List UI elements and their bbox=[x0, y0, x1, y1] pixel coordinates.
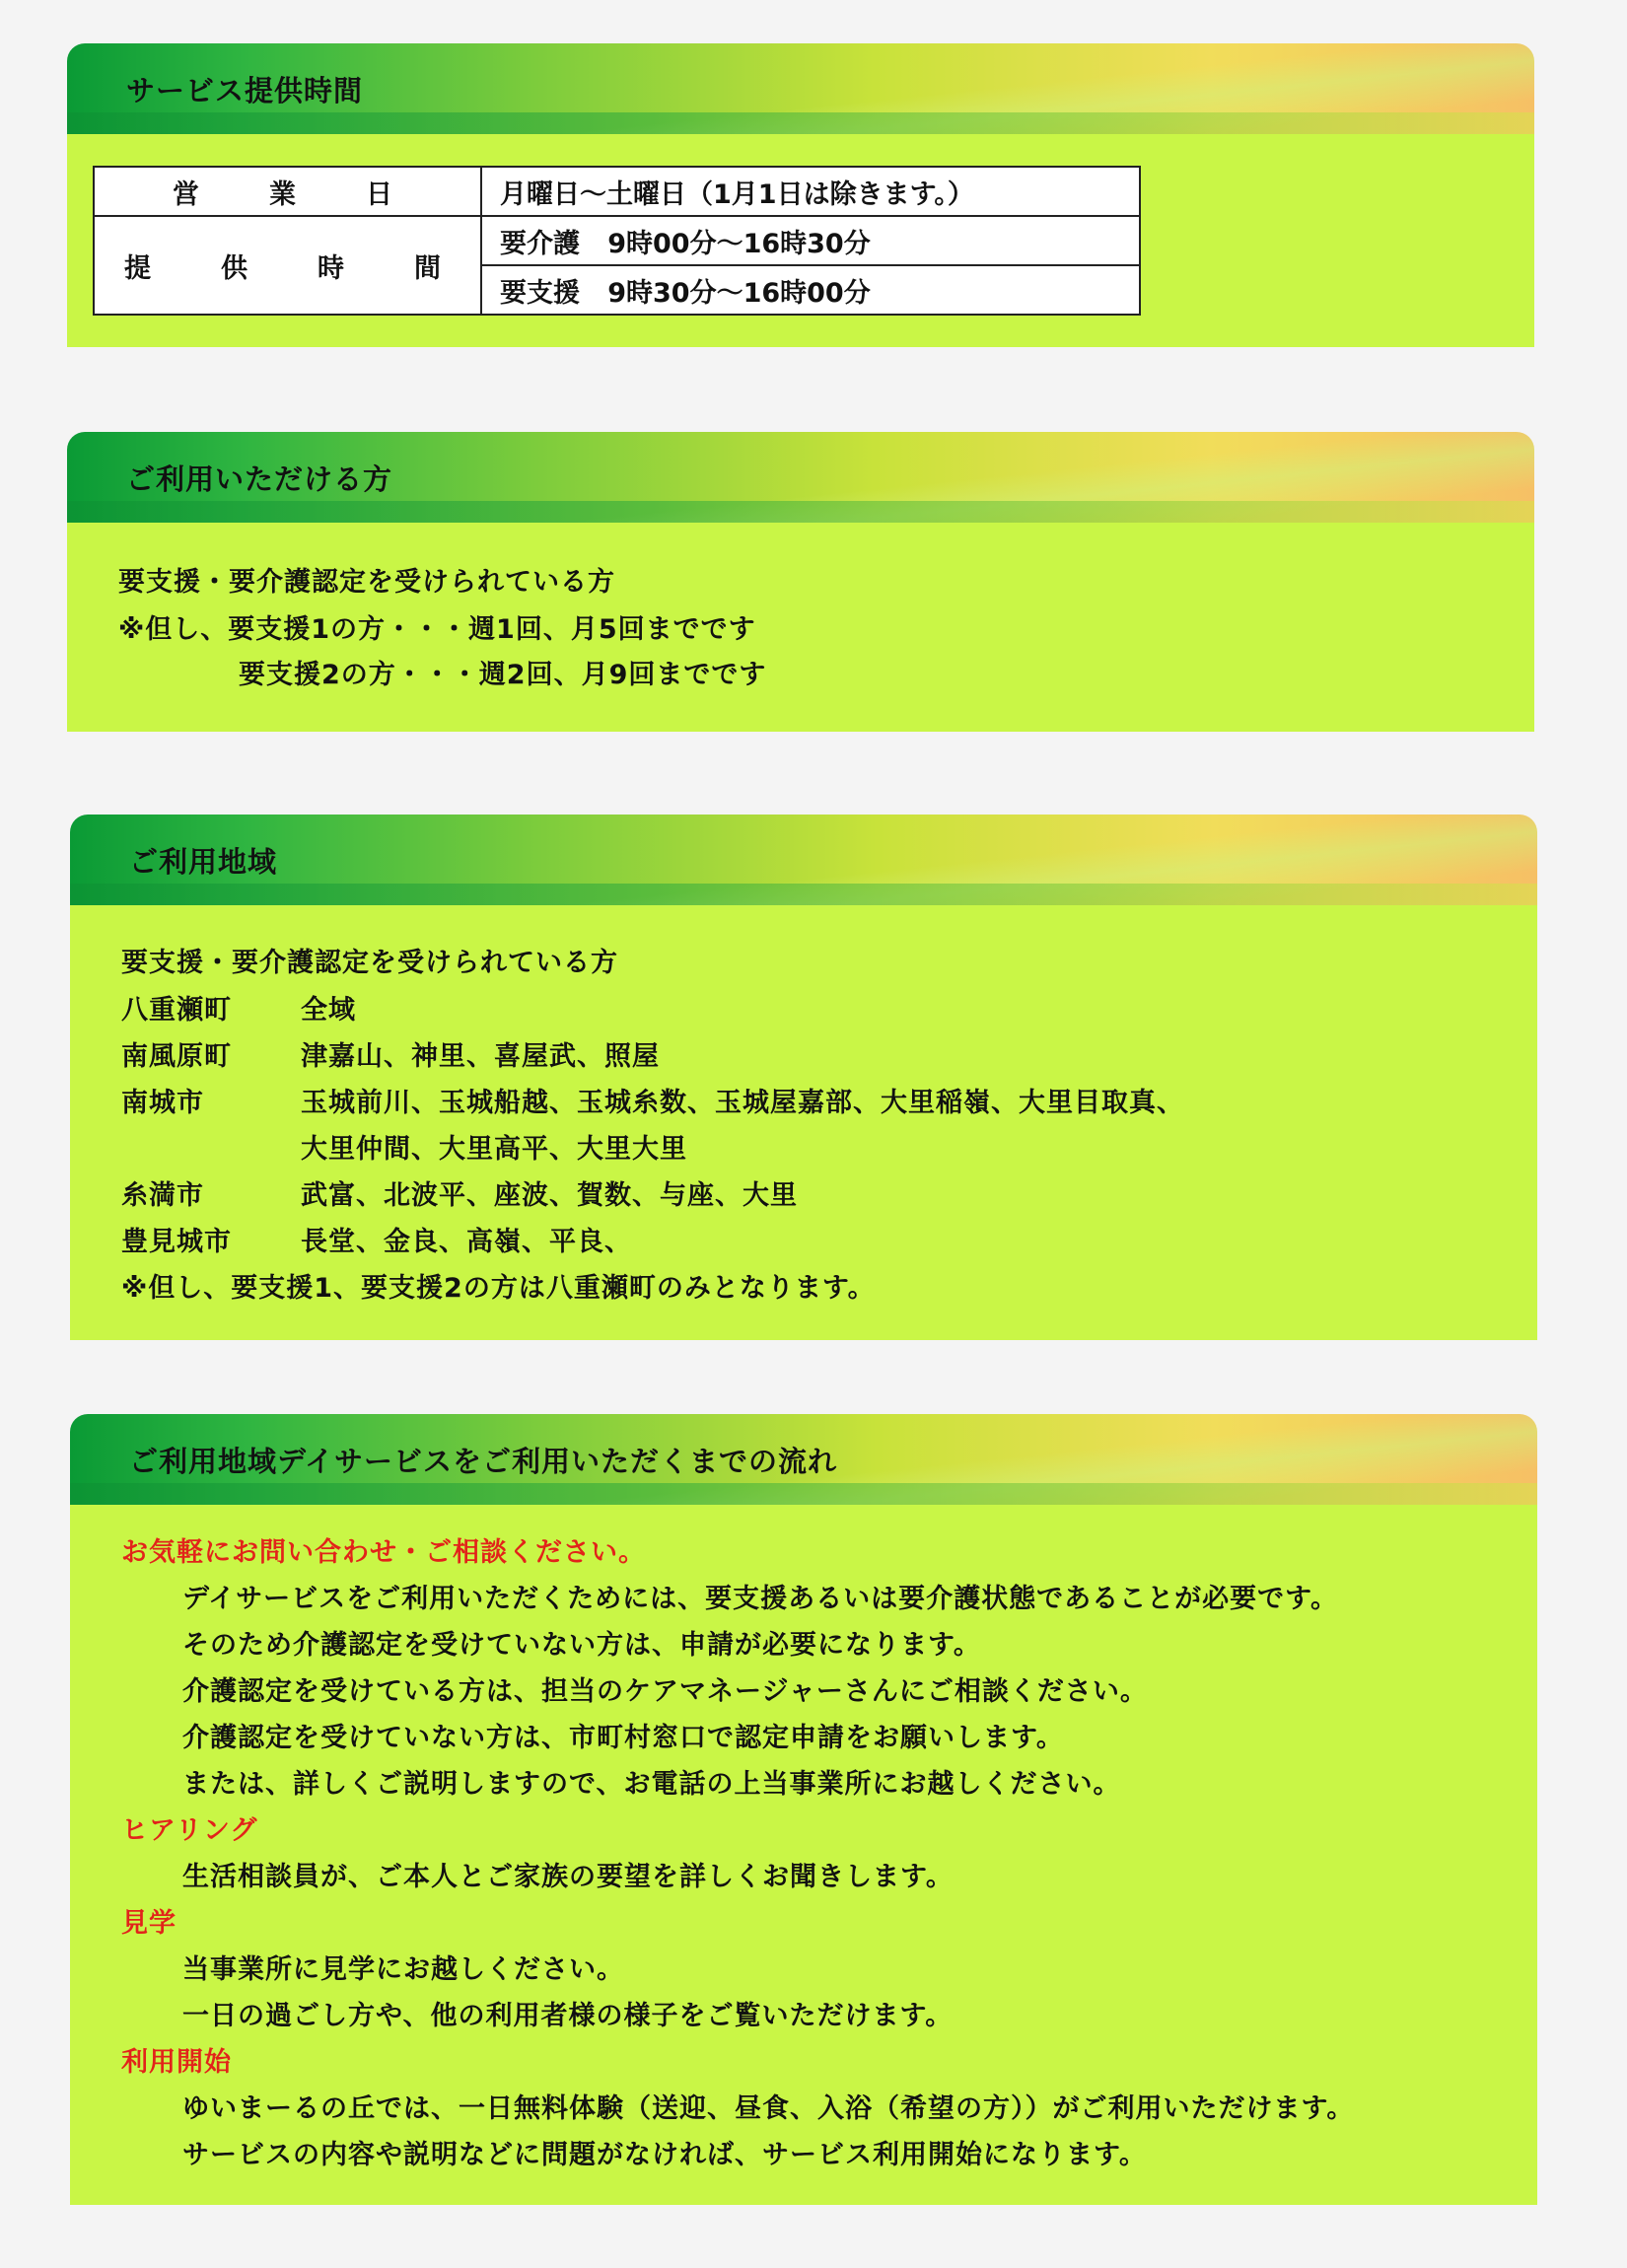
area-row bbox=[121, 1220, 632, 1258]
step-line: デイサービスをご利用いただくためには、要支援あるいは要介護状態であることが必要です。 bbox=[182, 1584, 1338, 1614]
section-header bbox=[67, 43, 1534, 134]
section-body bbox=[67, 134, 1534, 347]
section-title: ご利用いただける方 bbox=[126, 462, 393, 496]
table-row bbox=[94, 167, 1140, 216]
support-label: 要支援 bbox=[500, 277, 580, 309]
support-hours-cell bbox=[481, 265, 1140, 315]
business-days-label: 営 業 日 bbox=[94, 167, 481, 216]
step-line: 一日の過ごし方や、他の利用者様の様子をご覧いただけます。 bbox=[182, 2001, 954, 2031]
area-list: 津嘉山、神里、喜屋武、照屋 bbox=[301, 1041, 660, 1072]
step-title: 見学 bbox=[121, 1908, 177, 1939]
step-title: 利用開始 bbox=[121, 2047, 232, 2078]
area-place: 南風原町 bbox=[121, 1041, 232, 1072]
service-hours-table bbox=[93, 166, 1141, 316]
support-hours: 9時30分～16時00分 bbox=[607, 277, 871, 309]
area-list: 大里仲間、大里高平、大里大里 bbox=[301, 1134, 687, 1165]
section-title: ご利用地域デイサービスをご利用いただくまでの流れ bbox=[129, 1445, 837, 1478]
step-title: お気軽にお問い合わせ・ご相談ください。 bbox=[121, 1537, 646, 1568]
area-section bbox=[70, 815, 1537, 1340]
step-line: 生活相談員が、ご本人とご家族の要望を詳しくお聞きします。 bbox=[182, 1862, 954, 1892]
section-title: サービス提供時間 bbox=[126, 74, 364, 107]
care-hours: 9時00分～16時30分 bbox=[607, 228, 871, 259]
section-title: ご利用地域 bbox=[129, 845, 278, 879]
eligible-section bbox=[67, 432, 1534, 732]
area-intro: 要支援・要介護認定を受けられている方 bbox=[121, 948, 618, 978]
area-row bbox=[121, 988, 356, 1027]
section-header bbox=[70, 1414, 1537, 1505]
eligible-line: 要支援2の方・・・週2回、月9回までです bbox=[239, 660, 767, 690]
section-header bbox=[67, 432, 1534, 523]
area-note: ※但し、要支援1、要支援2の方は八重瀬町のみとなります。 bbox=[121, 1273, 876, 1304]
area-row bbox=[121, 1173, 798, 1212]
step-line: 当事業所に見学にお越しください。 bbox=[182, 1954, 624, 1985]
area-list: 全域 bbox=[301, 995, 356, 1026]
flow-section bbox=[70, 1414, 1537, 2205]
care-label: 要介護 bbox=[500, 228, 580, 259]
step-line: 介護認定を受けていない方は、市町村窓口で認定申請をお願いします。 bbox=[182, 1723, 1064, 1753]
step-title: ヒアリング bbox=[121, 1815, 258, 1846]
section-body bbox=[67, 523, 1534, 732]
step-line: そのため介護認定を受けていない方は、申請が必要になります。 bbox=[182, 1630, 981, 1661]
area-place: 豊見城市 bbox=[121, 1227, 232, 1257]
area-list: 武富、北波平、座波、賀数、与座、大里 bbox=[301, 1180, 798, 1211]
step-line: ゆいまーるの丘では、一日無料体験（送迎、昼食、入浴（希望の方））がご利用いただけます。 bbox=[182, 2093, 1355, 2124]
step-line: サービスの内容や説明などに問題がなければ、サービス利用開始になります。 bbox=[182, 2140, 1147, 2170]
care-hours-cell bbox=[481, 216, 1140, 265]
area-list: 玉城前川、玉城船越、玉城糸数、玉城屋嘉部、大里稲嶺、大里目取真、 bbox=[301, 1088, 1184, 1118]
eligible-line: ※但し、要支援1の方・・・週1回、月5回までです bbox=[118, 614, 756, 645]
section-body bbox=[70, 905, 1537, 1340]
eligible-line: 要支援・要介護認定を受けられている方 bbox=[118, 567, 615, 598]
area-place: 八重瀬町 bbox=[121, 995, 232, 1026]
area-row bbox=[121, 1034, 660, 1073]
area-row bbox=[121, 1081, 1184, 1119]
table-row bbox=[94, 216, 1140, 265]
section-header bbox=[70, 815, 1537, 905]
area-place: 南城市 bbox=[121, 1088, 204, 1118]
area-row bbox=[121, 1127, 687, 1166]
section-body bbox=[70, 1505, 1537, 2205]
step-line: 介護認定を受けている方は、担当のケアマネージャーさんにご相談ください。 bbox=[182, 1676, 1148, 1707]
step-line: または、詳しくご説明しますので、お電話の上当事業所にお越しください。 bbox=[182, 1769, 1121, 1800]
business-days-value: 月曜日～土曜日（1月1日は除きます。） bbox=[481, 167, 1140, 216]
service-hours-label: 提 供 時 間 bbox=[94, 216, 481, 315]
service-hours-section bbox=[67, 43, 1534, 347]
area-place: 糸満市 bbox=[121, 1180, 204, 1211]
area-list: 長堂、金良、高嶺、平良、 bbox=[301, 1227, 632, 1257]
